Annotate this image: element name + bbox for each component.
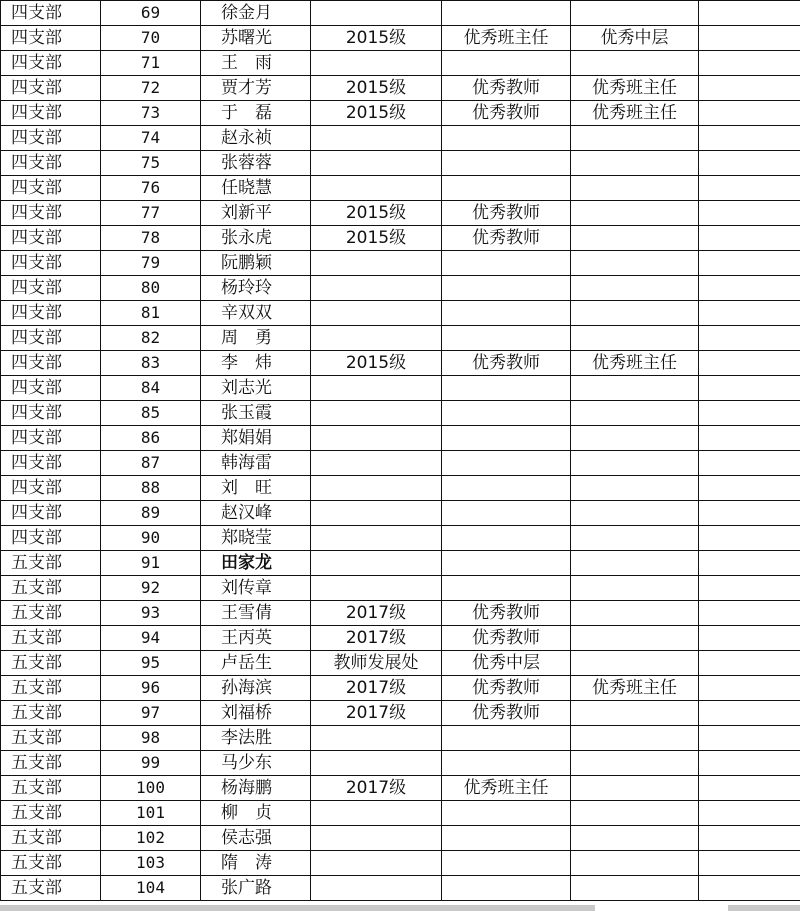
number-cell[interactable]: 93 xyxy=(101,601,201,626)
grade-cell[interactable]: 2015级 xyxy=(311,201,442,226)
table-row xyxy=(1,401,800,426)
honor-cell[interactable] xyxy=(442,751,571,776)
dept-cell[interactable]: 四支部 xyxy=(1,251,101,276)
honor2-cell[interactable] xyxy=(571,801,699,826)
empty-cell[interactable] xyxy=(699,376,800,401)
table-row xyxy=(1,226,800,251)
table-body xyxy=(1,1,800,901)
number-cell[interactable]: 71 xyxy=(101,51,201,76)
number-cell[interactable]: 101 xyxy=(101,801,201,826)
empty-cell[interactable] xyxy=(699,451,800,476)
honor2-cell[interactable] xyxy=(571,851,699,876)
honor2-cell[interactable] xyxy=(571,226,699,251)
dept-cell[interactable]: 四支部 xyxy=(1,101,101,126)
honor2-cell[interactable] xyxy=(571,326,699,351)
grade-cell[interactable] xyxy=(311,1,442,26)
dept-cell[interactable]: 四支部 xyxy=(1,426,101,451)
number-cell[interactable]: 77 xyxy=(101,201,201,226)
honor2-cell[interactable] xyxy=(571,201,699,226)
honor-cell[interactable]: 优秀教师 xyxy=(442,626,571,651)
honor-cell[interactable]: 优秀教师 xyxy=(442,351,571,376)
honor-cell[interactable] xyxy=(442,551,571,576)
honor-cell[interactable] xyxy=(442,451,571,476)
dept-cell[interactable]: 四支部 xyxy=(1,476,101,501)
number-cell[interactable]: 72 xyxy=(101,76,201,101)
dept-cell[interactable]: 四支部 xyxy=(1,451,101,476)
dept-cell[interactable]: 五支部 xyxy=(1,876,101,901)
number-cell[interactable]: 75 xyxy=(101,151,201,176)
dept-cell[interactable]: 五支部 xyxy=(1,551,101,576)
empty-cell[interactable] xyxy=(699,326,800,351)
dept-cell[interactable]: 四支部 xyxy=(1,376,101,401)
honor2-cell[interactable] xyxy=(571,501,699,526)
dept-cell[interactable]: 四支部 xyxy=(1,151,101,176)
number-cell[interactable]: 79 xyxy=(101,251,201,276)
dept-cell[interactable]: 四支部 xyxy=(1,176,101,201)
name-cell[interactable]: 王 雨 xyxy=(201,51,311,76)
empty-cell[interactable] xyxy=(699,526,800,551)
empty-cell[interactable] xyxy=(699,151,800,176)
honor-cell[interactable]: 优秀中层 xyxy=(442,651,571,676)
dept-cell[interactable]: 四支部 xyxy=(1,401,101,426)
table-row xyxy=(1,101,800,126)
dept-cell[interactable]: 五支部 xyxy=(1,601,101,626)
table-row xyxy=(1,376,800,401)
name-cell[interactable]: 刘传章 xyxy=(201,576,311,601)
grade-cell[interactable]: 教师发展处 xyxy=(311,651,442,676)
dept-cell[interactable]: 四支部 xyxy=(1,1,101,26)
grade-cell[interactable] xyxy=(311,176,442,201)
grade-cell[interactable] xyxy=(311,876,442,901)
empty-cell[interactable] xyxy=(699,276,800,301)
grade-cell[interactable] xyxy=(311,401,442,426)
table-row xyxy=(1,326,800,351)
name-cell[interactable]: 周 勇 xyxy=(201,326,311,351)
name-cell[interactable]: 孙海滨 xyxy=(201,676,311,701)
table-row xyxy=(1,26,800,51)
honor2-cell[interactable] xyxy=(571,176,699,201)
honor-cell[interactable] xyxy=(442,526,571,551)
name-cell[interactable]: 杨玲玲 xyxy=(201,276,311,301)
number-cell[interactable]: 94 xyxy=(101,626,201,651)
grade-cell[interactable] xyxy=(311,801,442,826)
name-cell[interactable]: 张永虎 xyxy=(201,226,311,251)
honor-cell[interactable]: 优秀教师 xyxy=(442,101,571,126)
grade-cell[interactable]: 2015级 xyxy=(311,226,442,251)
honor-cell[interactable] xyxy=(442,276,571,301)
empty-cell[interactable] xyxy=(699,251,800,276)
honor2-cell[interactable] xyxy=(571,1,699,26)
dept-cell[interactable]: 五支部 xyxy=(1,701,101,726)
honor2-cell[interactable] xyxy=(571,126,699,151)
dept-cell[interactable]: 四支部 xyxy=(1,226,101,251)
grade-cell[interactable]: 2015级 xyxy=(311,26,442,51)
empty-cell[interactable] xyxy=(699,601,800,626)
honor2-cell[interactable]: 优秀班主任 xyxy=(571,101,699,126)
empty-cell[interactable] xyxy=(699,476,800,501)
dept-cell[interactable]: 五支部 xyxy=(1,801,101,826)
name-cell[interactable]: 刘 旺 xyxy=(201,476,311,501)
honor2-cell[interactable]: 优秀班主任 xyxy=(571,351,699,376)
table-row xyxy=(1,876,800,901)
empty-cell[interactable] xyxy=(699,76,800,101)
empty-cell[interactable] xyxy=(699,351,800,376)
name-cell[interactable]: 张广路 xyxy=(201,876,311,901)
grade-cell[interactable] xyxy=(311,126,442,151)
honor2-cell[interactable] xyxy=(571,626,699,651)
honor-cell[interactable] xyxy=(442,576,571,601)
grade-cell[interactable] xyxy=(311,551,442,576)
honor-cell[interactable] xyxy=(442,251,571,276)
name-cell[interactable]: 郑晓莹 xyxy=(201,526,311,551)
number-cell[interactable]: 96 xyxy=(101,676,201,701)
number-cell[interactable]: 73 xyxy=(101,101,201,126)
number-cell[interactable]: 88 xyxy=(101,476,201,501)
honor-cell[interactable]: 优秀教师 xyxy=(442,701,571,726)
honor2-cell[interactable] xyxy=(571,151,699,176)
grade-cell[interactable] xyxy=(311,451,442,476)
honor2-cell[interactable] xyxy=(571,701,699,726)
honor-cell[interactable] xyxy=(442,1,571,26)
honor-cell[interactable] xyxy=(442,476,571,501)
table-row xyxy=(1,576,800,601)
dept-cell[interactable]: 五支部 xyxy=(1,726,101,751)
honor-cell[interactable] xyxy=(442,801,571,826)
number-cell[interactable]: 81 xyxy=(101,301,201,326)
honor2-cell[interactable]: 优秀班主任 xyxy=(571,76,699,101)
grade-cell[interactable] xyxy=(311,301,442,326)
honor-cell[interactable]: 优秀教师 xyxy=(442,226,571,251)
table-row xyxy=(1,776,800,801)
honor2-cell[interactable] xyxy=(571,251,699,276)
number-cell[interactable]: 102 xyxy=(101,826,201,851)
honor2-cell[interactable] xyxy=(571,826,699,851)
honor-cell[interactable] xyxy=(442,501,571,526)
number-cell[interactable]: 104 xyxy=(101,876,201,901)
table-row xyxy=(1,201,800,226)
dept-cell[interactable]: 四支部 xyxy=(1,501,101,526)
table-row xyxy=(1,351,800,376)
grade-cell[interactable] xyxy=(311,851,442,876)
table-row xyxy=(1,851,800,876)
table-row xyxy=(1,751,800,776)
honor2-cell[interactable] xyxy=(571,51,699,76)
empty-cell[interactable] xyxy=(699,101,800,126)
number-cell[interactable]: 91 xyxy=(101,551,201,576)
honor2-cell[interactable] xyxy=(571,401,699,426)
number-cell[interactable]: 86 xyxy=(101,426,201,451)
empty-cell[interactable] xyxy=(699,301,800,326)
honor2-cell[interactable] xyxy=(571,476,699,501)
number-cell[interactable]: 78 xyxy=(101,226,201,251)
dept-cell[interactable]: 五支部 xyxy=(1,851,101,876)
honor-cell[interactable] xyxy=(442,826,571,851)
honor2-cell[interactable] xyxy=(571,876,699,901)
name-cell[interactable]: 王丙英 xyxy=(201,626,311,651)
name-cell[interactable]: 苏曙光 xyxy=(201,26,311,51)
name-cell[interactable]: 刘福桥 xyxy=(201,701,311,726)
name-cell[interactable]: 王雪倩 xyxy=(201,601,311,626)
honor-cell[interactable]: 优秀班主任 xyxy=(442,776,571,801)
name-cell[interactable]: 郑娟娟 xyxy=(201,426,311,451)
table-row xyxy=(1,126,800,151)
empty-cell[interactable] xyxy=(699,701,800,726)
grade-cell[interactable] xyxy=(311,576,442,601)
table-row xyxy=(1,801,800,826)
table-row xyxy=(1,276,800,301)
honor2-cell[interactable] xyxy=(571,576,699,601)
number-cell[interactable]: 98 xyxy=(101,726,201,751)
honor-cell[interactable] xyxy=(442,176,571,201)
name-cell[interactable]: 刘新平 xyxy=(201,201,311,226)
empty-cell[interactable] xyxy=(699,201,800,226)
name-cell[interactable]: 赵永祯 xyxy=(201,126,311,151)
grade-cell[interactable]: 2015级 xyxy=(311,76,442,101)
honor-cell[interactable] xyxy=(442,326,571,351)
honor2-cell[interactable] xyxy=(571,726,699,751)
number-cell[interactable]: 84 xyxy=(101,376,201,401)
empty-cell[interactable] xyxy=(699,826,800,851)
name-cell[interactable]: 隋 涛 xyxy=(201,851,311,876)
honor2-cell[interactable] xyxy=(571,751,699,776)
empty-cell[interactable] xyxy=(699,551,800,576)
number-cell[interactable]: 99 xyxy=(101,751,201,776)
grade-cell[interactable]: 2017级 xyxy=(311,626,442,651)
name-cell[interactable]: 刘志光 xyxy=(201,376,311,401)
grade-cell[interactable] xyxy=(311,276,442,301)
dept-cell[interactable]: 五支部 xyxy=(1,751,101,776)
dept-cell[interactable]: 四支部 xyxy=(1,301,101,326)
number-cell[interactable]: 95 xyxy=(101,651,201,676)
table-row xyxy=(1,826,800,851)
table-row xyxy=(1,476,800,501)
grade-cell[interactable]: 2017级 xyxy=(311,676,442,701)
empty-cell[interactable] xyxy=(699,126,800,151)
number-cell[interactable]: 69 xyxy=(101,1,201,26)
empty-cell[interactable] xyxy=(699,426,800,451)
name-cell[interactable]: 侯志强 xyxy=(201,826,311,851)
empty-cell[interactable] xyxy=(699,876,800,901)
name-cell[interactable]: 张蓉蓉 xyxy=(201,151,311,176)
grade-cell[interactable] xyxy=(311,501,442,526)
grade-cell[interactable] xyxy=(311,826,442,851)
number-cell[interactable]: 80 xyxy=(101,276,201,301)
table-row xyxy=(1,526,800,551)
honor2-cell[interactable]: 优秀班主任 xyxy=(571,676,699,701)
number-cell[interactable]: 87 xyxy=(101,451,201,476)
honor2-cell[interactable] xyxy=(571,451,699,476)
honor2-cell[interactable] xyxy=(571,376,699,401)
number-cell[interactable]: 92 xyxy=(101,576,201,601)
name-cell[interactable]: 杨海鹏 xyxy=(201,776,311,801)
number-cell[interactable]: 83 xyxy=(101,351,201,376)
honor-cell[interactable] xyxy=(442,851,571,876)
grade-cell[interactable] xyxy=(311,151,442,176)
dept-cell[interactable]: 四支部 xyxy=(1,326,101,351)
empty-cell[interactable] xyxy=(699,626,800,651)
honor2-cell[interactable] xyxy=(571,426,699,451)
scrollbar-thumb-right[interactable] xyxy=(728,905,800,911)
number-cell[interactable]: 85 xyxy=(101,401,201,426)
empty-cell[interactable] xyxy=(699,676,800,701)
number-cell[interactable]: 103 xyxy=(101,851,201,876)
honor2-cell[interactable] xyxy=(571,601,699,626)
grade-cell[interactable]: 2015级 xyxy=(311,101,442,126)
table-row xyxy=(1,651,800,676)
honor-cell[interactable] xyxy=(442,301,571,326)
dept-cell[interactable]: 五支部 xyxy=(1,626,101,651)
name-cell[interactable]: 阮鹏颖 xyxy=(201,251,311,276)
empty-cell[interactable] xyxy=(699,176,800,201)
name-cell[interactable]: 李 炜 xyxy=(201,351,311,376)
empty-cell[interactable] xyxy=(699,776,800,801)
dept-cell[interactable]: 五支部 xyxy=(1,651,101,676)
honor-cell[interactable] xyxy=(442,376,571,401)
table-row xyxy=(1,601,800,626)
empty-cell[interactable] xyxy=(699,226,800,251)
honor-cell[interactable]: 优秀班主任 xyxy=(442,26,571,51)
honor-cell[interactable] xyxy=(442,51,571,76)
table-row xyxy=(1,501,800,526)
name-cell[interactable]: 李法胜 xyxy=(201,726,311,751)
grade-cell[interactable] xyxy=(311,726,442,751)
empty-cell[interactable] xyxy=(699,751,800,776)
table-row xyxy=(1,251,800,276)
honor2-cell[interactable] xyxy=(571,651,699,676)
honor2-cell[interactable] xyxy=(571,526,699,551)
grade-cell[interactable]: 2017级 xyxy=(311,701,442,726)
honor2-cell[interactable]: 优秀中层 xyxy=(571,26,699,51)
dept-cell[interactable]: 四支部 xyxy=(1,351,101,376)
honor-cell[interactable]: 优秀教师 xyxy=(442,201,571,226)
honor-cell[interactable] xyxy=(442,126,571,151)
grade-cell[interactable] xyxy=(311,751,442,776)
dept-cell[interactable]: 四支部 xyxy=(1,26,101,51)
table-row xyxy=(1,301,800,326)
honor2-cell[interactable] xyxy=(571,551,699,576)
table-row xyxy=(1,626,800,651)
name-cell[interactable]: 贾才芳 xyxy=(201,76,311,101)
dept-cell[interactable]: 四支部 xyxy=(1,276,101,301)
grade-cell[interactable] xyxy=(311,326,442,351)
table-row xyxy=(1,51,800,76)
table-row xyxy=(1,1,800,26)
number-cell[interactable]: 89 xyxy=(101,501,201,526)
honor2-cell[interactable] xyxy=(571,301,699,326)
table-row xyxy=(1,151,800,176)
name-cell[interactable]: 辛双双 xyxy=(201,301,311,326)
dept-cell[interactable]: 四支部 xyxy=(1,126,101,151)
empty-cell[interactable] xyxy=(699,401,800,426)
name-cell[interactable]: 卢岳生 xyxy=(201,651,311,676)
dept-cell[interactable]: 五支部 xyxy=(1,826,101,851)
grade-cell[interactable] xyxy=(311,376,442,401)
table-row xyxy=(1,676,800,701)
number-cell[interactable]: 100 xyxy=(101,776,201,801)
honor-cell[interactable] xyxy=(442,726,571,751)
number-cell[interactable]: 82 xyxy=(101,326,201,351)
grade-cell[interactable] xyxy=(311,51,442,76)
honor-cell[interactable] xyxy=(442,426,571,451)
name-cell[interactable]: 赵汉峰 xyxy=(201,501,311,526)
empty-cell[interactable] xyxy=(699,26,800,51)
honor2-cell[interactable] xyxy=(571,276,699,301)
table-row xyxy=(1,76,800,101)
honor2-cell[interactable] xyxy=(571,776,699,801)
name-cell[interactable]: 任晓慧 xyxy=(201,176,311,201)
empty-cell[interactable] xyxy=(699,801,800,826)
empty-cell[interactable] xyxy=(699,651,800,676)
empty-cell[interactable] xyxy=(699,1,800,26)
number-cell[interactable]: 90 xyxy=(101,526,201,551)
table-row xyxy=(1,701,800,726)
grade-cell[interactable] xyxy=(311,426,442,451)
table-row xyxy=(1,426,800,451)
dept-cell[interactable]: 五支部 xyxy=(1,676,101,701)
grade-cell[interactable] xyxy=(311,526,442,551)
honor-cell[interactable] xyxy=(442,876,571,901)
table-row xyxy=(1,451,800,476)
dept-cell[interactable]: 五支部 xyxy=(1,576,101,601)
table-row xyxy=(1,726,800,751)
dept-cell[interactable]: 四支部 xyxy=(1,201,101,226)
name-cell[interactable]: 田家龙 xyxy=(201,551,311,576)
name-cell[interactable]: 张玉霞 xyxy=(201,401,311,426)
grade-cell[interactable]: 2017级 xyxy=(311,601,442,626)
dept-cell[interactable]: 四支部 xyxy=(1,76,101,101)
honor-cell[interactable]: 优秀教师 xyxy=(442,76,571,101)
dept-cell[interactable]: 四支部 xyxy=(1,526,101,551)
name-cell[interactable]: 柳 贞 xyxy=(201,801,311,826)
honor-cell[interactable]: 优秀教师 xyxy=(442,676,571,701)
empty-cell[interactable] xyxy=(699,501,800,526)
scrollbar-thumb[interactable] xyxy=(0,905,595,911)
empty-cell[interactable] xyxy=(699,726,800,751)
name-cell[interactable]: 徐金月 xyxy=(201,1,311,26)
grade-cell[interactable] xyxy=(311,251,442,276)
dept-cell[interactable]: 五支部 xyxy=(1,776,101,801)
number-cell[interactable]: 74 xyxy=(101,126,201,151)
name-cell[interactable]: 于 磊 xyxy=(201,101,311,126)
grade-cell[interactable]: 2017级 xyxy=(311,776,442,801)
name-cell[interactable]: 马少东 xyxy=(201,751,311,776)
number-cell[interactable]: 70 xyxy=(101,26,201,51)
number-cell[interactable]: 97 xyxy=(101,701,201,726)
empty-cell[interactable] xyxy=(699,576,800,601)
number-cell[interactable]: 76 xyxy=(101,176,201,201)
table-row xyxy=(1,176,800,201)
empty-cell[interactable] xyxy=(699,51,800,76)
honor-cell[interactable] xyxy=(442,401,571,426)
table-row xyxy=(1,551,800,576)
honor-cell[interactable] xyxy=(442,151,571,176)
grade-cell[interactable] xyxy=(311,476,442,501)
grade-cell[interactable]: 2015级 xyxy=(311,351,442,376)
dept-cell[interactable]: 四支部 xyxy=(1,51,101,76)
honor-cell[interactable]: 优秀教师 xyxy=(442,601,571,626)
name-cell[interactable]: 韩海雷 xyxy=(201,451,311,476)
empty-cell[interactable] xyxy=(699,851,800,876)
